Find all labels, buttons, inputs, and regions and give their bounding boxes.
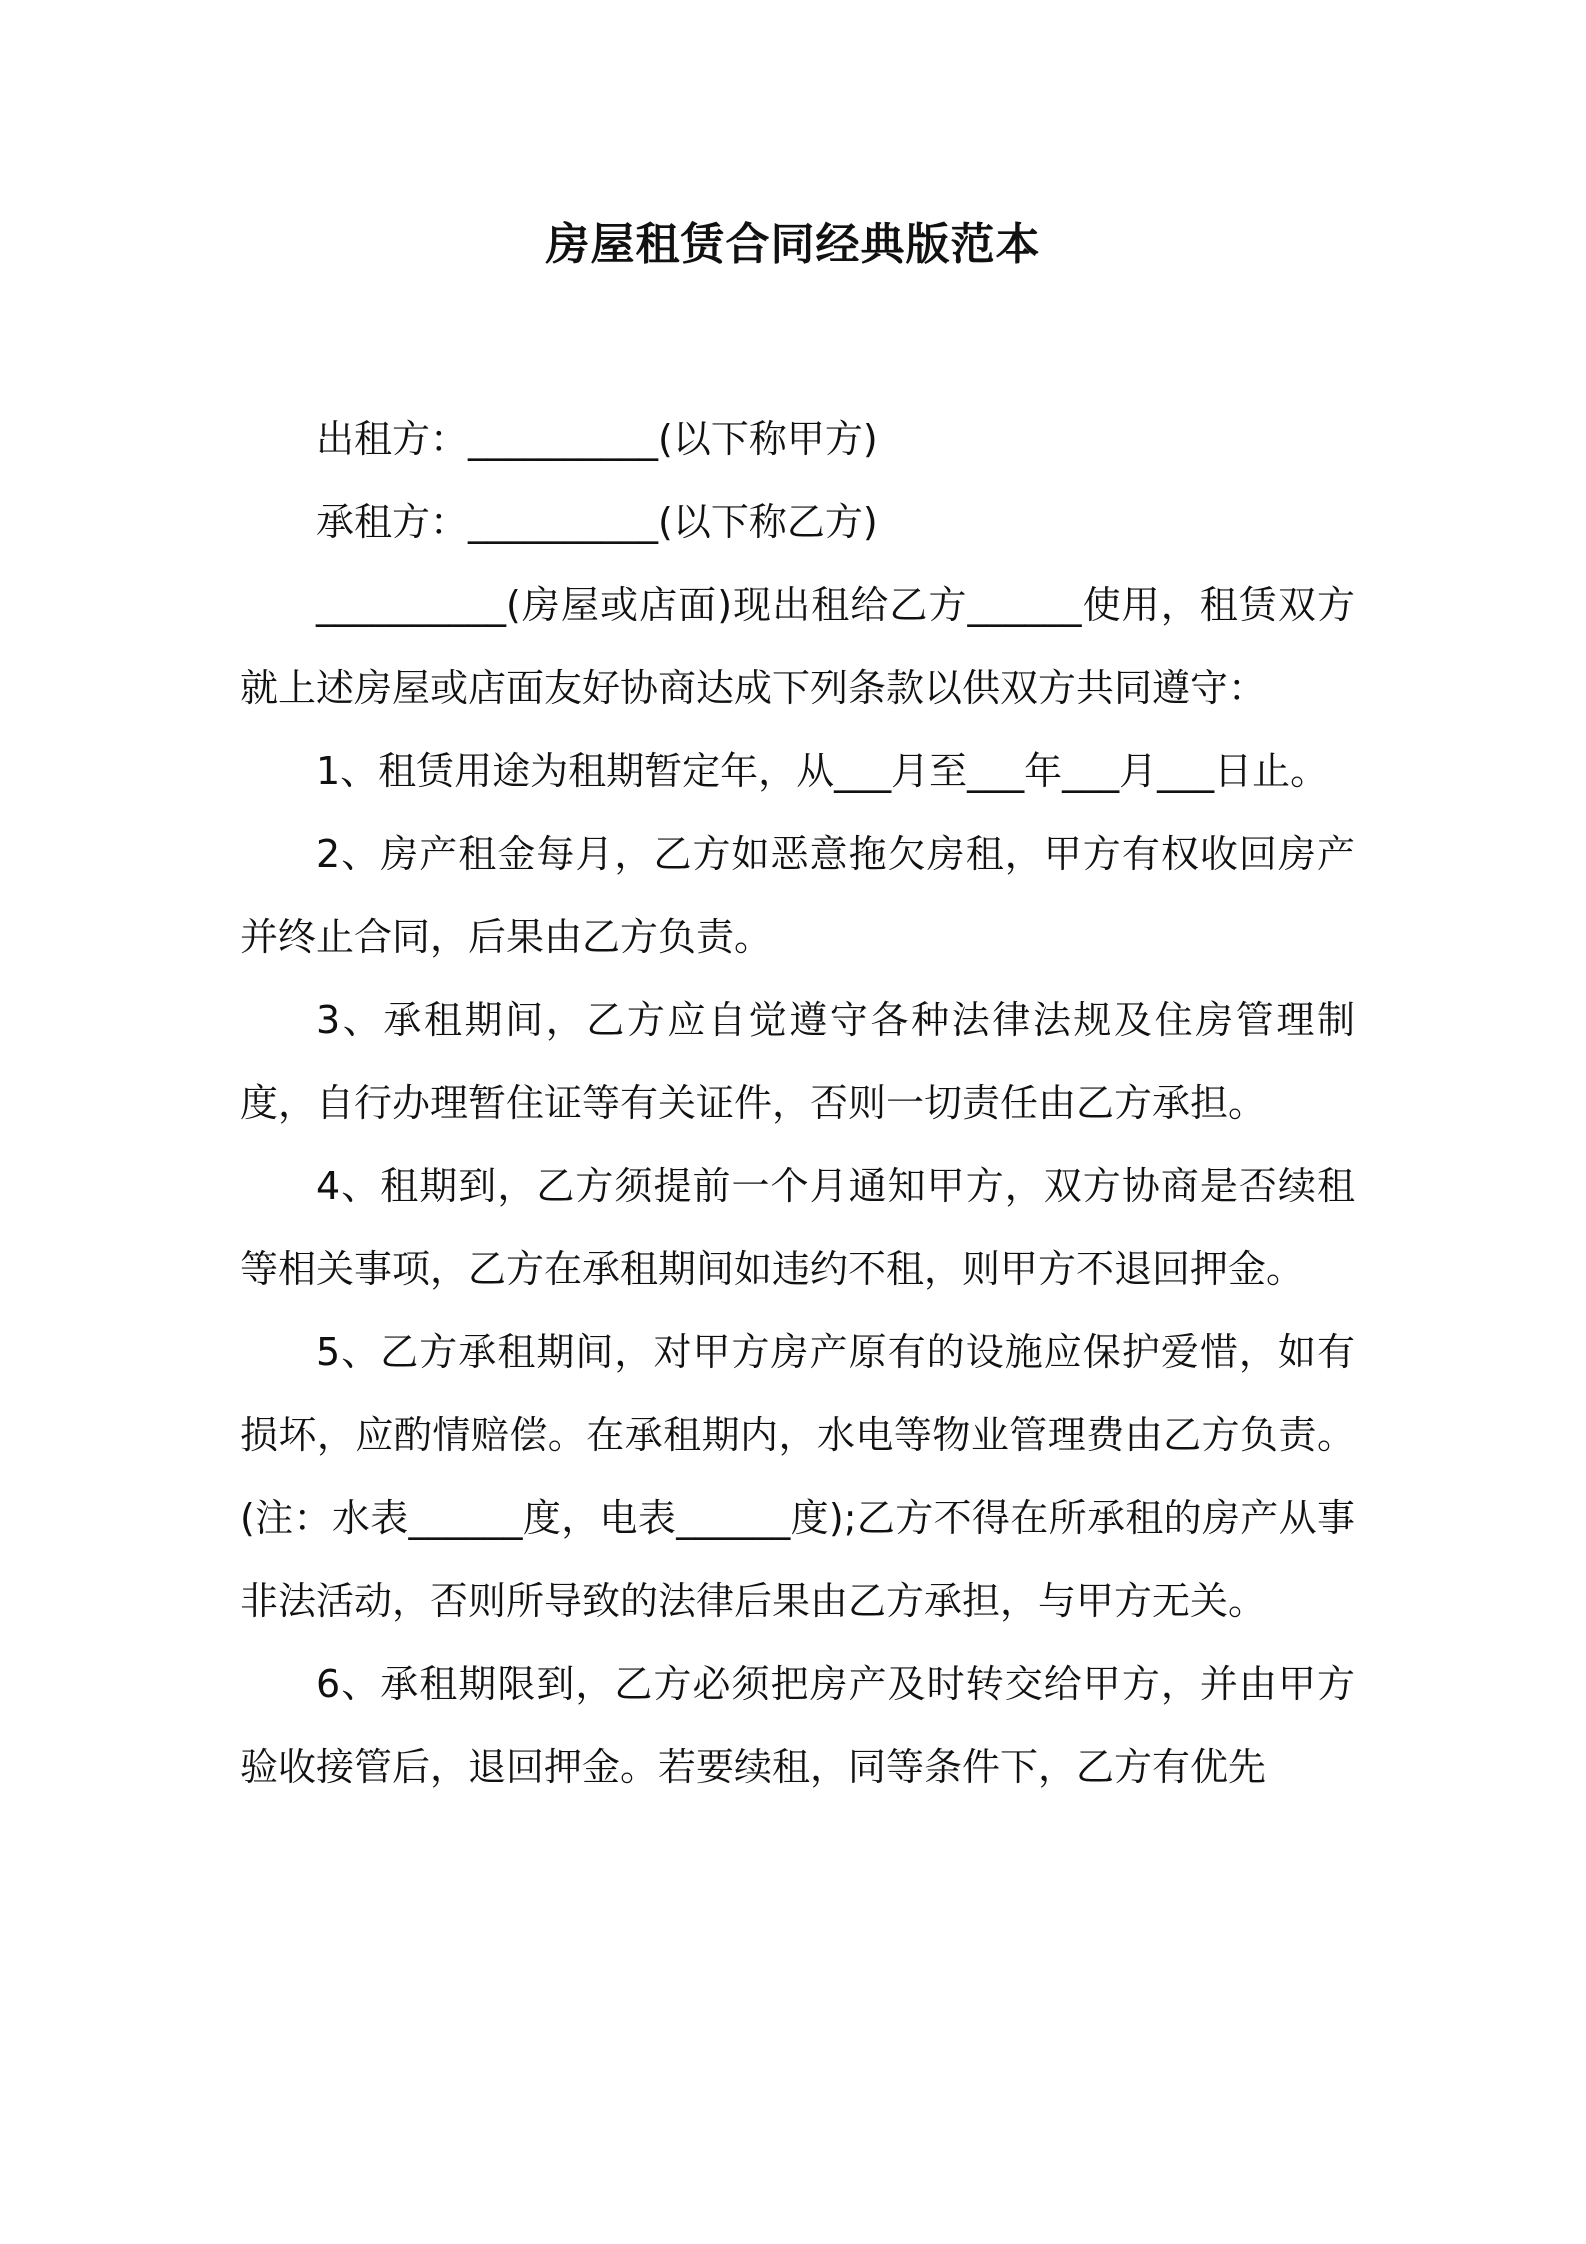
intro-paragraph: __________(房屋或店面)现出租给乙方______使用，租赁双方就上述房屋或店面友好协商达成下列条款以供双方共同遵守： (240, 583, 1355, 710)
clause-5: 5、乙方承租期间，对甲方房产原有的设施应保护爱惜，如有损坏，应酌情赔偿。在承租期内，水电等物业管理费由乙方负责。(注：水表______度，电表______度);乙方不得在所承租的房产从事非法活动，否则所导致的法律后果由乙方承担，与甲方无关。 (240, 1330, 1355, 1623)
document-body (240, 398, 1355, 1809)
clause-3: 3、承租期间，乙方应自觉遵守各种法律法规及住房管理制度，自行办理暂住证等有关证件，否则一切责任由乙方承担。 (240, 998, 1355, 1125)
document-title: 房屋租赁合同经典版范本 (545, 219, 1041, 270)
clause-4: 4、租期到，乙方须提前一个月通知甲方，双方协商是否续租等相关事项，乙方在承租期间如违约不租，则甲方不退回押金。 (240, 1164, 1355, 1291)
clause-6: 6、承租期限到，乙方必须把房产及时转交给甲方，并由甲方验收接管后，退回押金。若要续租，同等条件下，乙方有优先 (240, 1662, 1355, 1789)
lessor-line: 出租方：__________(以下称甲方) (316, 417, 878, 461)
lessee-line: 承租方：__________(以下称乙方) (316, 500, 878, 544)
clause-2: 2、房产租金每月，乙方如恶意拖欠房租，甲方有权收回房产并终止合同，后果由乙方负责。 (240, 832, 1355, 959)
clause-1: 1、租赁用途为租期暂定年，从___月至___年___月___日止。 (316, 749, 1329, 793)
